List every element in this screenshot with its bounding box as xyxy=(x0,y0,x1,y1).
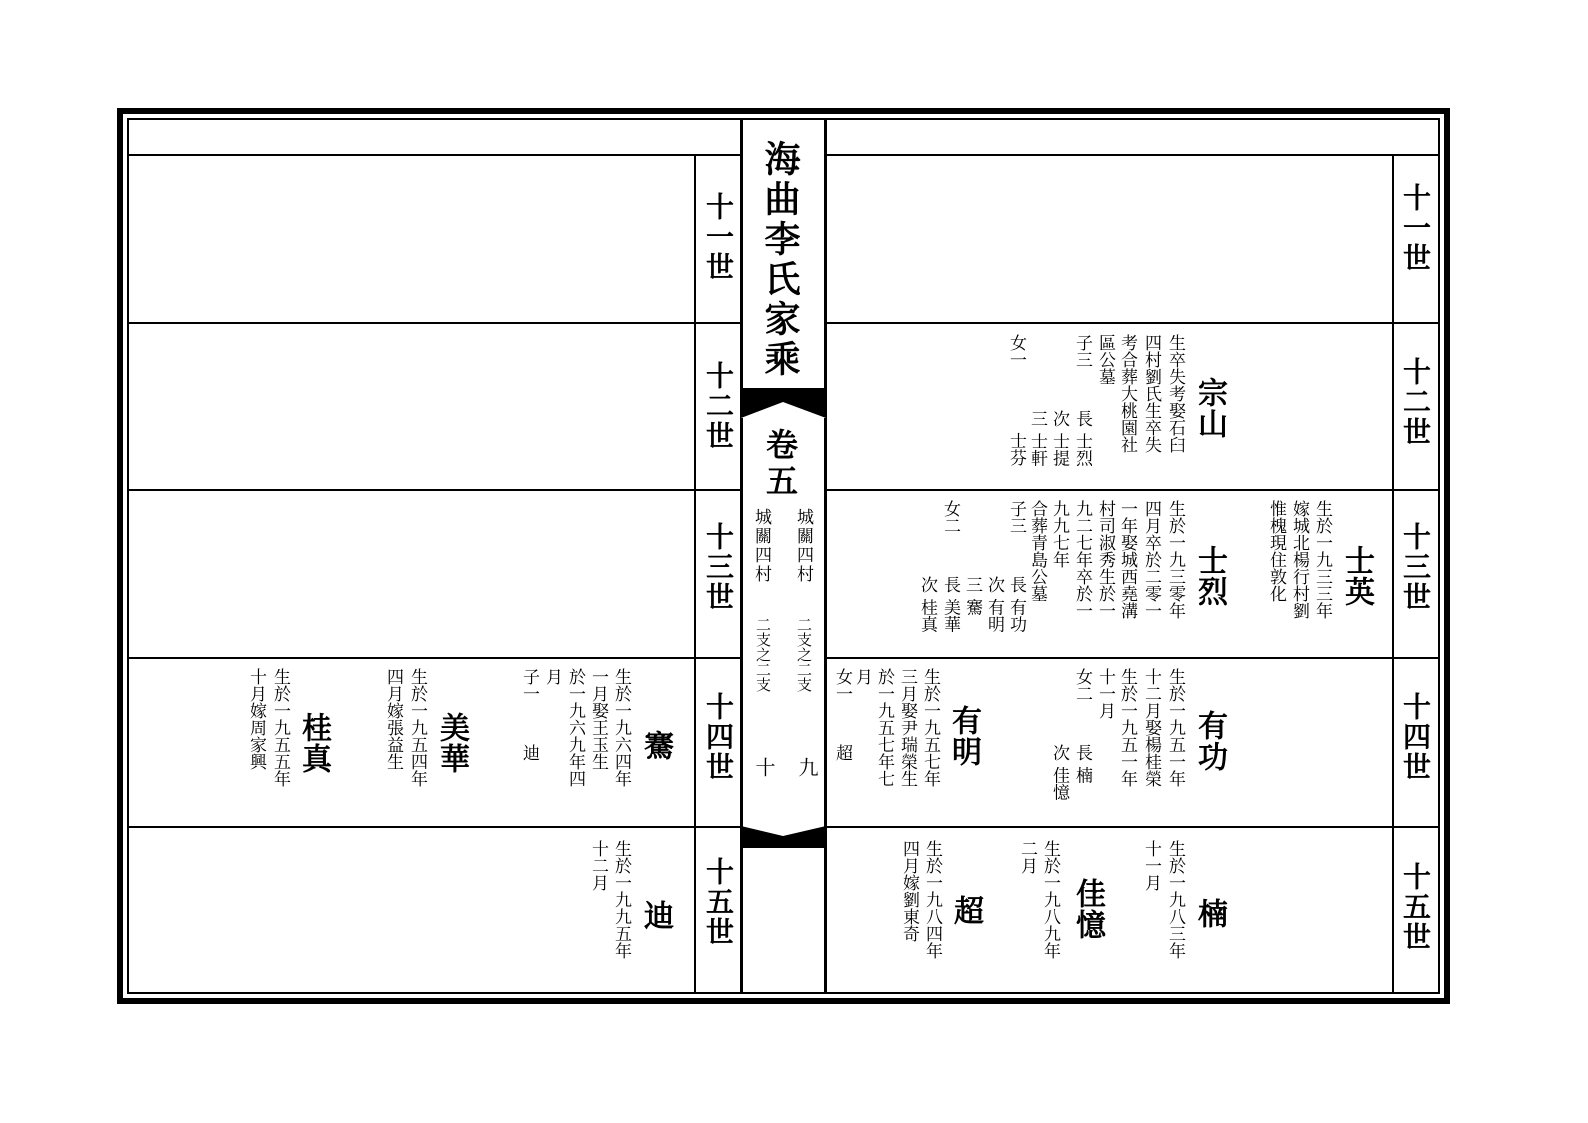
jiayi-line-1: 生於一九八九年 xyxy=(1039,840,1060,959)
chao-line-2: 四月嫁劉東奇 xyxy=(898,840,919,942)
youming-line-6: 超 xyxy=(831,744,852,761)
person-name-meihua: 美華 xyxy=(434,712,469,774)
zongshan-son-2: 次 士提 xyxy=(1048,410,1069,467)
left-gen-15: 十五世 xyxy=(702,857,735,947)
zongshan-son-1: 長 士烈 xyxy=(1071,410,1092,467)
person-name-shiying: 士英 xyxy=(1339,545,1374,607)
person-name-nan: 楠 xyxy=(1192,898,1227,929)
shiying-line-1: 生於一九三三年 xyxy=(1311,500,1332,619)
shilie-son-2: 次 有明 xyxy=(983,576,1004,633)
left-header-line xyxy=(127,154,741,156)
qian-line-4: 月 xyxy=(541,668,562,685)
shilie-line-3: 一年娶城西堯溝 xyxy=(1116,500,1137,619)
yougong-line-2: 十二月娶楊桂榮 xyxy=(1140,668,1161,787)
person-name-di: 迪 xyxy=(638,900,673,931)
left-gen-14: 十四世 xyxy=(702,692,735,782)
shilie-line-1: 生於一九三零年 xyxy=(1164,500,1185,619)
right-gen-15: 十五世 xyxy=(1399,862,1432,952)
meihua-line-2: 四月嫁張益生 xyxy=(382,668,403,770)
person-name-chao: 超 xyxy=(948,895,983,926)
youming-line-1: 生於一九五七年 xyxy=(919,668,940,787)
di-line-2: 十二月 xyxy=(587,840,608,891)
person-name-youming: 有明 xyxy=(946,705,981,767)
yougong-daughter-1: 長 楠 xyxy=(1071,744,1092,784)
right-gen-column-border xyxy=(1392,154,1394,994)
youming-line-2: 三月娶尹瑞榮生 xyxy=(896,668,917,787)
zongshan-line-2: 四村劉氏生卒失 xyxy=(1140,334,1161,453)
qian-line-2: 一月娶王玉生 xyxy=(587,668,608,770)
person-name-jiayi: 佳憶 xyxy=(1070,878,1105,940)
right-header-line xyxy=(826,154,1440,156)
zongshan-line-3: 考合葬大桃園社 xyxy=(1116,334,1137,453)
nan-line-1: 生於一九八三年 xyxy=(1164,840,1185,959)
right-row-line-1 xyxy=(826,322,1440,324)
fishtail-bottom xyxy=(741,826,826,848)
shilie-line-5: 九二七年卒於一 xyxy=(1071,500,1092,619)
youming-line-5: 女一 xyxy=(831,668,852,702)
shilie-son-1: 長 有功 xyxy=(1005,576,1026,633)
left-gen-11: 十一世 xyxy=(702,192,735,282)
right-gen-14: 十四世 xyxy=(1399,692,1432,782)
person-name-zongshan: 宗山 xyxy=(1192,377,1227,439)
qian-line-1: 生於一九六四年 xyxy=(610,668,631,787)
youming-line-4: 月 xyxy=(851,668,872,685)
volume-label: 卷五 xyxy=(761,428,799,500)
yougong-line-5: 女二 xyxy=(1071,668,1092,702)
right-gen-13: 十三世 xyxy=(1399,522,1432,612)
zongshan-line-6: 女一 xyxy=(1005,334,1026,368)
book-title: 海曲李氏家乘 xyxy=(759,140,801,380)
shilie-daughter-1: 長 美華 xyxy=(939,576,960,633)
yougong-line-3: 生於一九五一年 xyxy=(1116,668,1137,787)
zongshan-son-3: 三 士軒 xyxy=(1026,410,1047,467)
spine-right-page-no: 九 xyxy=(795,757,819,777)
shilie-line-4: 村司淑秀生於一 xyxy=(1094,500,1115,619)
guizhen-line-1: 生於一九五五年 xyxy=(269,668,290,787)
di-line-1: 生於一九九五年 xyxy=(610,840,631,959)
spine-left-page-no: 十 xyxy=(752,757,776,777)
spine-left-branch-place: 城關四村 xyxy=(751,508,771,584)
shilie-son-3: 三 騫 xyxy=(961,576,982,616)
youming-line-3: 於一九五七年七 xyxy=(873,668,894,787)
left-gen-column-border xyxy=(694,154,696,994)
right-gen-11: 十一世 xyxy=(1399,183,1432,273)
spine-right-branch-label: 二支之二支 xyxy=(795,617,813,692)
person-name-yougong: 有功 xyxy=(1192,710,1227,772)
spine-left-branch-label: 二支之二支 xyxy=(754,617,772,692)
right-gen-12: 十二世 xyxy=(1399,357,1432,447)
spine-right-branch-place: 城關四村 xyxy=(793,508,813,584)
zongshan-line-5: 子三 xyxy=(1071,334,1092,368)
spine-left-border xyxy=(740,118,743,994)
zongshan-line-1: 生卒失考娶石臼 xyxy=(1164,334,1185,453)
person-name-qian: 騫 xyxy=(638,730,673,761)
shilie-line-8: 子三 xyxy=(1005,500,1026,534)
qian-line-6: 迪 xyxy=(518,744,539,761)
yougong-line-4: 十一月 xyxy=(1094,668,1115,719)
left-row-line-2 xyxy=(127,489,741,491)
left-row-line-4 xyxy=(127,826,741,828)
qian-line-3: 於一九六九年四 xyxy=(564,668,585,787)
qian-line-5: 子一 xyxy=(518,668,539,702)
right-row-line-2 xyxy=(826,489,1440,491)
yougong-daughter-2: 次 佳憶 xyxy=(1048,744,1069,801)
shiying-line-3: 惟槐現住敦化 xyxy=(1265,500,1286,602)
shilie-line-7: 合葬青島公墓 xyxy=(1026,500,1047,602)
fishtail-top xyxy=(741,388,826,418)
guizhen-line-2: 十月嫁周家興 xyxy=(245,668,266,770)
chao-line-1: 生於一九八四年 xyxy=(921,840,942,959)
shilie-line-2: 四月卒於二零一 xyxy=(1140,500,1161,619)
shilie-daughter-2: 次 桂真 xyxy=(916,576,937,633)
spine-right-border xyxy=(824,118,827,994)
shiying-line-2: 嫁城北楊行村劉 xyxy=(1288,500,1309,619)
left-row-line-3 xyxy=(127,657,741,659)
right-row-line-4 xyxy=(826,826,1440,828)
left-row-line-1 xyxy=(127,322,741,324)
right-row-line-3 xyxy=(826,657,1440,659)
zongshan-son-4: 士芬 xyxy=(1005,432,1026,466)
nan-line-2: 十一月 xyxy=(1140,840,1161,891)
left-gen-12: 十二世 xyxy=(702,361,735,451)
zongshan-line-4: 區公墓 xyxy=(1094,334,1115,385)
person-name-guizhen: 桂真 xyxy=(296,712,331,774)
shilie-line-6: 九九七年 xyxy=(1048,500,1069,568)
person-name-shilie: 士烈 xyxy=(1192,545,1227,607)
left-gen-13: 十三世 xyxy=(702,522,735,612)
meihua-line-1: 生於一九五四年 xyxy=(406,668,427,787)
jiayi-line-2: 二月 xyxy=(1016,840,1037,874)
shilie-line-9: 女二 xyxy=(939,500,960,534)
yougong-line-1: 生於一九五一年 xyxy=(1164,668,1185,787)
